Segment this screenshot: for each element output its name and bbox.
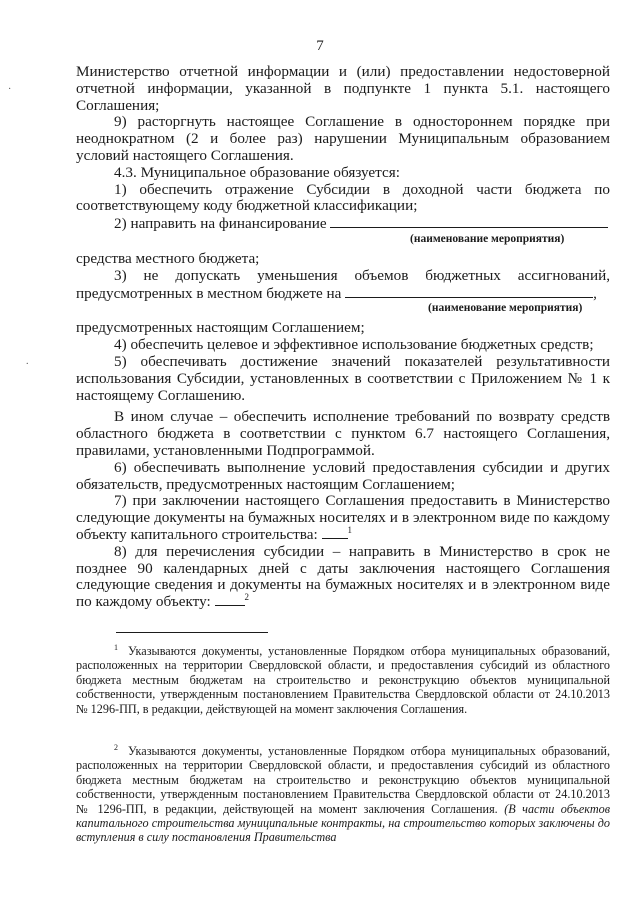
paragraph: 5) обеспечивать достижение значений показателей результативности использования Субсидии, установленных в соответствии с Приложением № 1 к настоящему Соглашению.	[76, 352, 610, 404]
footnote-mark: 2	[114, 742, 118, 752]
paragraph: Министерство отчетной информации и (или) предоставлении недостоверной отчетной информации, указанной в подпункте 1 пункта 5.1. настоящего Соглашения;	[76, 63, 610, 114]
scan-speck: .	[26, 356, 29, 367]
paragraph: 9) расторгнуть настоящее Соглашение в одностороннем порядке при неоднократном (2 и более раз) нарушении Муниципальным образованием условий настоящего Соглашения.	[76, 113, 610, 164]
paragraph-with-blank	[76, 493, 610, 543]
paragraph: 4) обеспечить целевое и эффективное использование бюджетных средств;	[114, 336, 594, 354]
footnote	[76, 644, 610, 716]
paragraph-text: ,	[593, 284, 597, 302]
footnote-text: Указываются документы, установленные Порядком отбора муниципальных образований, расположенных на территории Свердловской области, и предоставления субсидий из областного бюджета местным бюджетам на строительство и реконструкцию объектов муниципальной собственности, утвержденным постановлением Правительства Свердловской области от 24.10.2013 № 1296-ПП, в редакции, действующей на момент заключения Соглашения.	[76, 744, 610, 816]
paragraph-text: 8) для перечисления субсидии – направить в Министерство в срок не позднее 90 календарных дней с даты заключения настоящего Соглашения следующие сведения и документы на бумажных носителях и в электронном виде по каждому объекту:	[76, 542, 610, 611]
paragraph: 1) обеспечить отражение Субсидии в доходной части бюджета по соответствующему коду бюджетной классификации;	[76, 180, 610, 215]
footnote	[76, 744, 610, 845]
footnote-italic-text: (В части объектов капитального строительства муниципальные контракты, на строительство которых заключены до вступления в силу постановления Правительства	[76, 801, 611, 845]
paragraph-with-blank	[76, 268, 610, 303]
fill-in-line	[345, 285, 593, 298]
paragraph: средства местного бюджета;	[76, 249, 260, 267]
fill-in-line	[215, 594, 245, 606]
paragraph-with-blank	[76, 215, 610, 233]
page-number: 7	[316, 38, 324, 54]
paragraph-text: 7) при заключении настоящего Соглашения предоставить в Министерство следующие документы на бумажных носителях и в электронном виде по каждому объекту капитального строительства:	[76, 492, 610, 543]
field-caption: (наименование мероприятия)	[410, 232, 565, 245]
paragraph-text: 2) направить на финансирование	[114, 215, 327, 233]
paragraph: 6) обеспечивать выполнение условий предоставления субсидии и других обязательств, предусмотренных настоящим Соглашением;	[76, 458, 610, 493]
paragraph-text: 3) не допускать уменьшения объемов бюджетных ассигнований, предусмотренных в местном бюджете на	[76, 266, 610, 302]
document-body	[76, 64, 610, 611]
scan-speck: ·	[8, 84, 12, 95]
paragraph: В ином случае – обеспечить исполнение требований по возврату средств областного бюджета в соответствии с пунктом 6.7 настоящего Соглашения, правилами, установленными Подпрограммой.	[76, 408, 610, 459]
footnote-text: Указываются документы, установленные Порядком отбора муниципальных образований, расположенных на территории Свердловской области, и предоставления субсидий из областного бюджета местным бюджетам на строительство и реконструкцию объектов муниципальной собственности, утвержденным постановлением Правительства Свердловской области от 24.10.2013 № 1296-ПП, в редакции, действующей на момент заключения Соглашения.	[76, 644, 610, 716]
paragraph-with-blank	[76, 544, 610, 611]
footnote-mark: 1	[114, 642, 118, 652]
fill-in-line	[330, 215, 608, 228]
footnote-ref: 1	[347, 524, 353, 535]
paragraph: предусмотренных настоящим Соглашением;	[76, 319, 365, 337]
fill-in-line	[322, 527, 348, 539]
footnote-ref: 2	[244, 592, 249, 603]
paragraph: 4.3. Муниципальное образование обязуется:	[114, 163, 400, 181]
footnote-separator	[116, 632, 268, 633]
field-caption: (наименование мероприятия)	[428, 302, 583, 315]
